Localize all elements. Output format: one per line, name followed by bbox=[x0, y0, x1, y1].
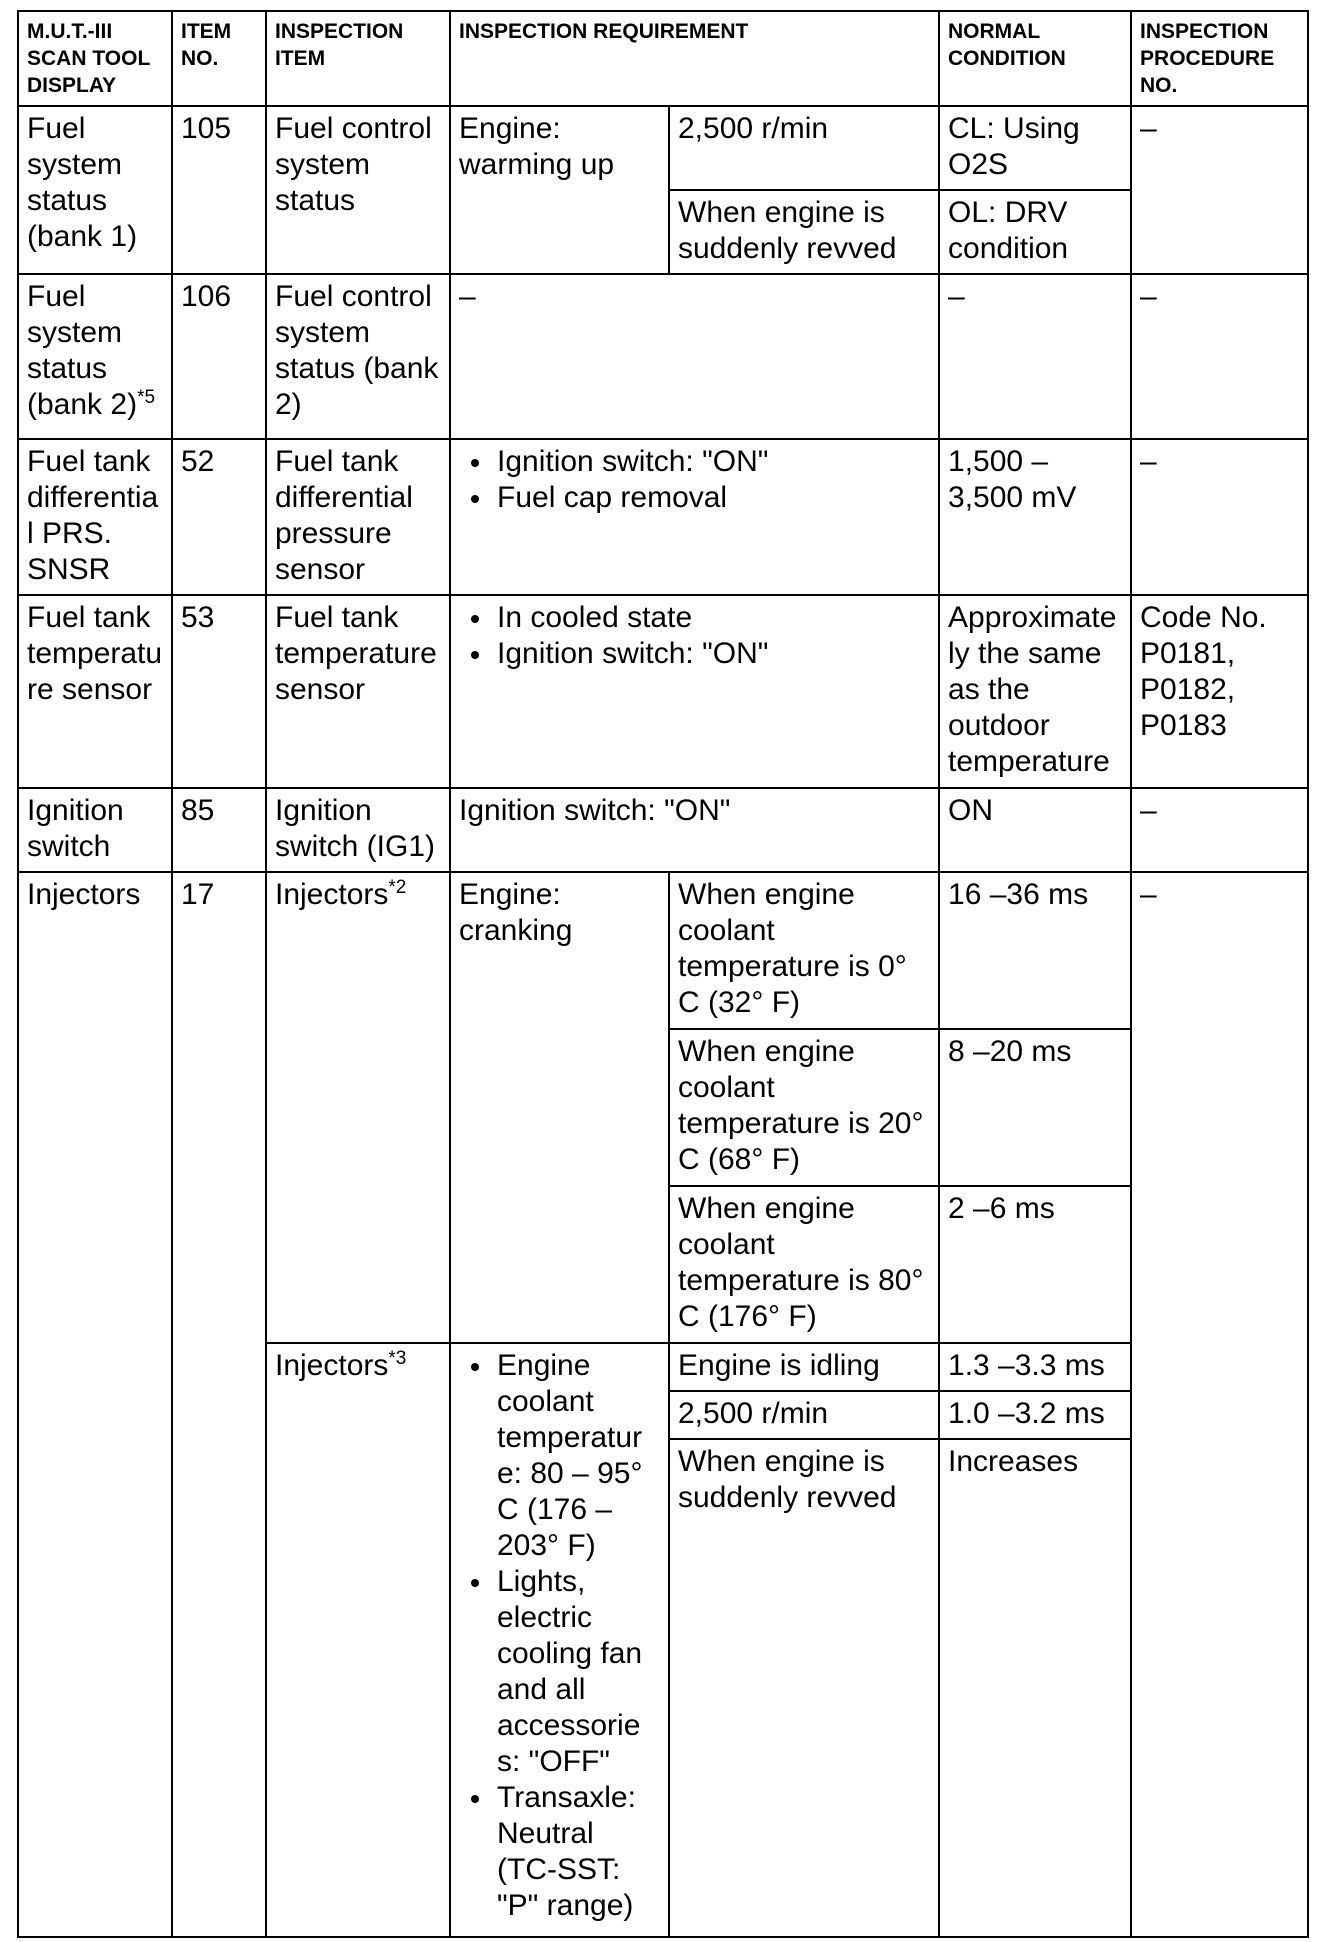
normal-condition-cell: OL: DRV condition bbox=[939, 190, 1131, 274]
display-cell: Fuel system status (bank 1) bbox=[18, 106, 172, 274]
requirement-cell bbox=[450, 595, 939, 788]
condition-cell: 2,500 r/min bbox=[669, 106, 939, 190]
inspection-item-cell: Ignition switch (IG1) bbox=[266, 788, 450, 872]
normal-condition-cell: 1.3 –3.3 ms bbox=[939, 1343, 1131, 1391]
item-no-cell: 17 bbox=[172, 872, 266, 1937]
item-no-cell: 52 bbox=[172, 439, 266, 595]
requirement-cell: – bbox=[450, 274, 939, 439]
requirement-bullet: Ignition switch: "ON" bbox=[459, 444, 930, 480]
requirement-bullet: Fuel cap removal bbox=[459, 480, 930, 516]
normal-condition-cell: Increases bbox=[939, 1439, 1131, 1937]
condition-cell: When engine coolant temperature is 0° C (32° F) bbox=[669, 872, 939, 1029]
inspection-item-cell: Fuel tank temperature sensor bbox=[266, 595, 450, 788]
normal-condition-cell: 8 –20 ms bbox=[939, 1029, 1131, 1186]
procedure-cell: – bbox=[1131, 106, 1308, 274]
header-item-no: ITEM NO. bbox=[172, 11, 266, 106]
display-cell: Fuel tank differential PRS. SNSR bbox=[18, 439, 172, 595]
procedure-cell: – bbox=[1131, 788, 1308, 872]
procedure-cell: – bbox=[1131, 274, 1308, 439]
requirement-bullet: Engine coolant temperatur e: 80 – 95° C (176 – 203° F) bbox=[459, 1348, 660, 1564]
header-display: M.U.T.-III SCAN TOOL DISPLAY bbox=[18, 11, 172, 106]
normal-condition-cell: 2 –6 ms bbox=[939, 1186, 1131, 1343]
procedure-cell: Code No. P0181, P0182, P0183 bbox=[1131, 595, 1308, 788]
normal-condition-cell: 1.0 –3.2 ms bbox=[939, 1391, 1131, 1439]
display-cell: Fuel tank temperatu re sensor bbox=[18, 595, 172, 788]
table-row bbox=[18, 595, 1308, 788]
inspection-item-cell bbox=[266, 1343, 450, 1937]
inspection-table bbox=[17, 10, 1309, 1938]
inspection-item-text: Injectors bbox=[275, 878, 389, 911]
normal-condition-cell: CL: Using O2S bbox=[939, 106, 1131, 190]
display-cell: Injectors bbox=[18, 872, 172, 1937]
normal-condition-cell: Approximate ly the same as the outdoor temperature bbox=[939, 595, 1131, 788]
inspection-item-cell: Fuel control system status (bank 2) bbox=[266, 274, 450, 439]
display-text: Fuel system status (bank 2) bbox=[27, 280, 138, 421]
inspection-item-cell: Fuel tank differential pressure sensor bbox=[266, 439, 450, 595]
requirement-list bbox=[459, 1348, 660, 1924]
normal-condition-cell: – bbox=[939, 274, 1131, 439]
footnote-marker: *3 bbox=[388, 1348, 407, 1369]
normal-condition-cell: ON bbox=[939, 788, 1131, 872]
requirement-cell: Ignition switch: "ON" bbox=[450, 788, 939, 872]
header-inspection-requirement: INSPECTION REQUIREMENT bbox=[450, 11, 939, 106]
requirement-cell bbox=[450, 1343, 669, 1937]
display-cell: Ignition switch bbox=[18, 788, 172, 872]
condition-cell: When engine coolant temperature is 80° C (176° F) bbox=[669, 1186, 939, 1343]
table-row bbox=[18, 106, 1308, 190]
item-no-cell: 85 bbox=[172, 788, 266, 872]
condition-cell: When engine coolant temperature is 20° C (68° F) bbox=[669, 1029, 939, 1186]
requirement-cell bbox=[450, 439, 939, 595]
inspection-item-text: Injectors bbox=[275, 1349, 389, 1382]
condition-cell: When engine is suddenly revved bbox=[669, 1439, 939, 1937]
procedure-cell: – bbox=[1131, 439, 1308, 595]
table-row bbox=[18, 872, 1308, 1029]
header-inspection-item: INSPECTION ITEM bbox=[266, 11, 450, 106]
item-no-cell: 53 bbox=[172, 595, 266, 788]
footnote-marker: *5 bbox=[137, 387, 156, 408]
inspection-item-cell bbox=[266, 872, 450, 1343]
condition-cell: 2,500 r/min bbox=[669, 1391, 939, 1439]
requirement-bullet: Lights, electric cooling fan and all accessorie s: "OFF" bbox=[459, 1564, 660, 1780]
requirement-cell: Engine: cranking bbox=[450, 872, 669, 1343]
item-no-cell: 105 bbox=[172, 106, 266, 274]
inspection-item-cell: Fuel control system status bbox=[266, 106, 450, 274]
footnote-marker: *2 bbox=[388, 877, 407, 898]
requirement-cell: Engine: warming up bbox=[450, 106, 669, 274]
requirement-bullet: Ignition switch: "ON" bbox=[459, 636, 930, 672]
table-row bbox=[18, 439, 1308, 595]
normal-condition-cell: 16 –36 ms bbox=[939, 872, 1131, 1029]
condition-cell: When engine is suddenly revved bbox=[669, 190, 939, 274]
header-row bbox=[18, 11, 1308, 106]
requirement-list bbox=[459, 444, 930, 516]
requirement-bullet: In cooled state bbox=[459, 600, 930, 636]
header-procedure-no: INSPECTION PROCEDURE NO. bbox=[1131, 11, 1308, 106]
header-normal-condition: NORMAL CONDITION bbox=[939, 11, 1131, 106]
table-row bbox=[18, 788, 1308, 872]
requirement-list bbox=[459, 600, 930, 672]
display-cell bbox=[18, 274, 172, 439]
procedure-cell: – bbox=[1131, 872, 1308, 1937]
normal-condition-cell: 1,500 – 3,500 mV bbox=[939, 439, 1131, 595]
item-no-cell: 106 bbox=[172, 274, 266, 439]
condition-cell: Engine is idling bbox=[669, 1343, 939, 1391]
table-row bbox=[18, 274, 1308, 439]
requirement-bullet: Transaxle: Neutral (TC-SST: "P" range) bbox=[459, 1780, 660, 1924]
